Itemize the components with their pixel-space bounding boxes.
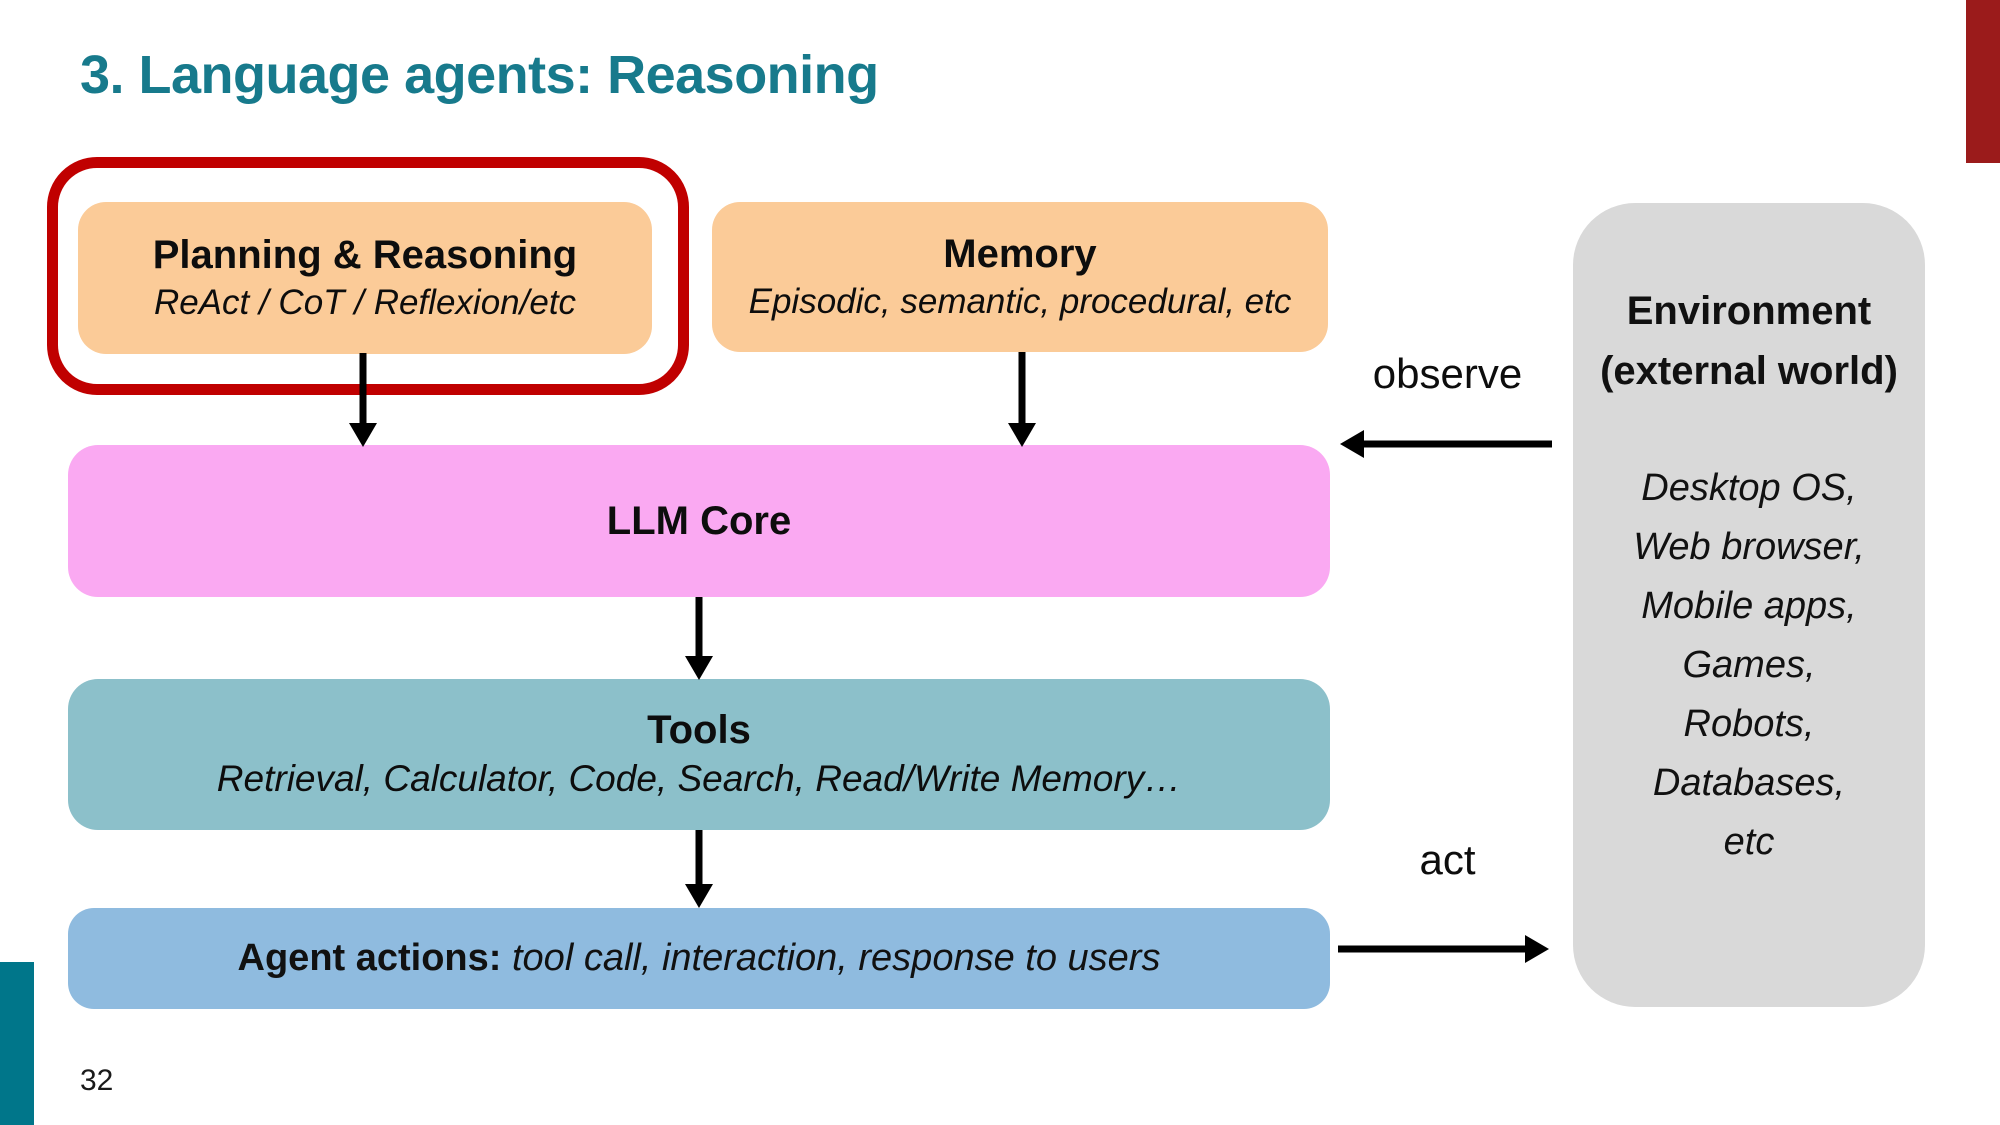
environment-item: Databases, xyxy=(1652,762,1846,804)
environment-box xyxy=(1573,203,1925,1007)
arrow-observe-env-to-llm xyxy=(1340,430,1552,458)
llm-core-box-title: LLM Core xyxy=(606,499,792,543)
bottom-left-accent-bar xyxy=(0,962,34,1125)
arrow-tools-to-actions xyxy=(685,830,713,908)
environment-box-title-line1: Environment xyxy=(1626,289,1872,333)
slide-title: 3. Language agents: Reasoning xyxy=(80,45,879,105)
environment-item: Desktop OS, xyxy=(1641,467,1857,509)
memory-box-title: Memory xyxy=(943,232,1097,277)
environment-item: Games, xyxy=(1682,644,1816,686)
arrow-memory-to-llm xyxy=(1008,352,1036,447)
tools-box xyxy=(68,679,1330,830)
llm-core-box xyxy=(68,445,1330,597)
planning-box-subtitle: ReAct / CoT / Reflexion/etc xyxy=(153,283,577,323)
agent-actions-label xyxy=(238,937,1161,980)
environment-item: Robots, xyxy=(1683,703,1815,745)
environment-box-title-line2: (external world) xyxy=(1600,349,1898,393)
tools-box-subtitle: Retrieval, Calculator, Code, Search, Read/Write Memory… xyxy=(216,758,1182,800)
observe-label: observe xyxy=(1372,350,1523,397)
top-right-accent-bar xyxy=(1966,0,2000,163)
arrow-act-actions-to-env xyxy=(1338,935,1549,963)
agent-actions-label-bold: Agent actions: xyxy=(237,937,502,979)
tools-box-title: Tools xyxy=(647,708,751,753)
memory-box-subtitle: Episodic, semantic, procedural, etc xyxy=(748,282,1292,322)
environment-items-list xyxy=(1633,459,1865,872)
planning-box-title: Planning & Reasoning xyxy=(152,233,578,278)
page-number: 32 xyxy=(80,1064,114,1097)
environment-item: Mobile apps, xyxy=(1641,585,1857,627)
environment-item: Web browser, xyxy=(1633,526,1865,568)
environment-item: etc xyxy=(1723,821,1775,863)
arrow-llm-to-tools xyxy=(685,597,713,680)
act-label: act xyxy=(1419,836,1476,883)
agent-actions-box xyxy=(68,908,1330,1009)
agent-actions-label-italic: tool call, interaction, response to users xyxy=(501,937,1161,979)
planning-reasoning-box xyxy=(78,202,652,354)
memory-box xyxy=(712,202,1328,352)
